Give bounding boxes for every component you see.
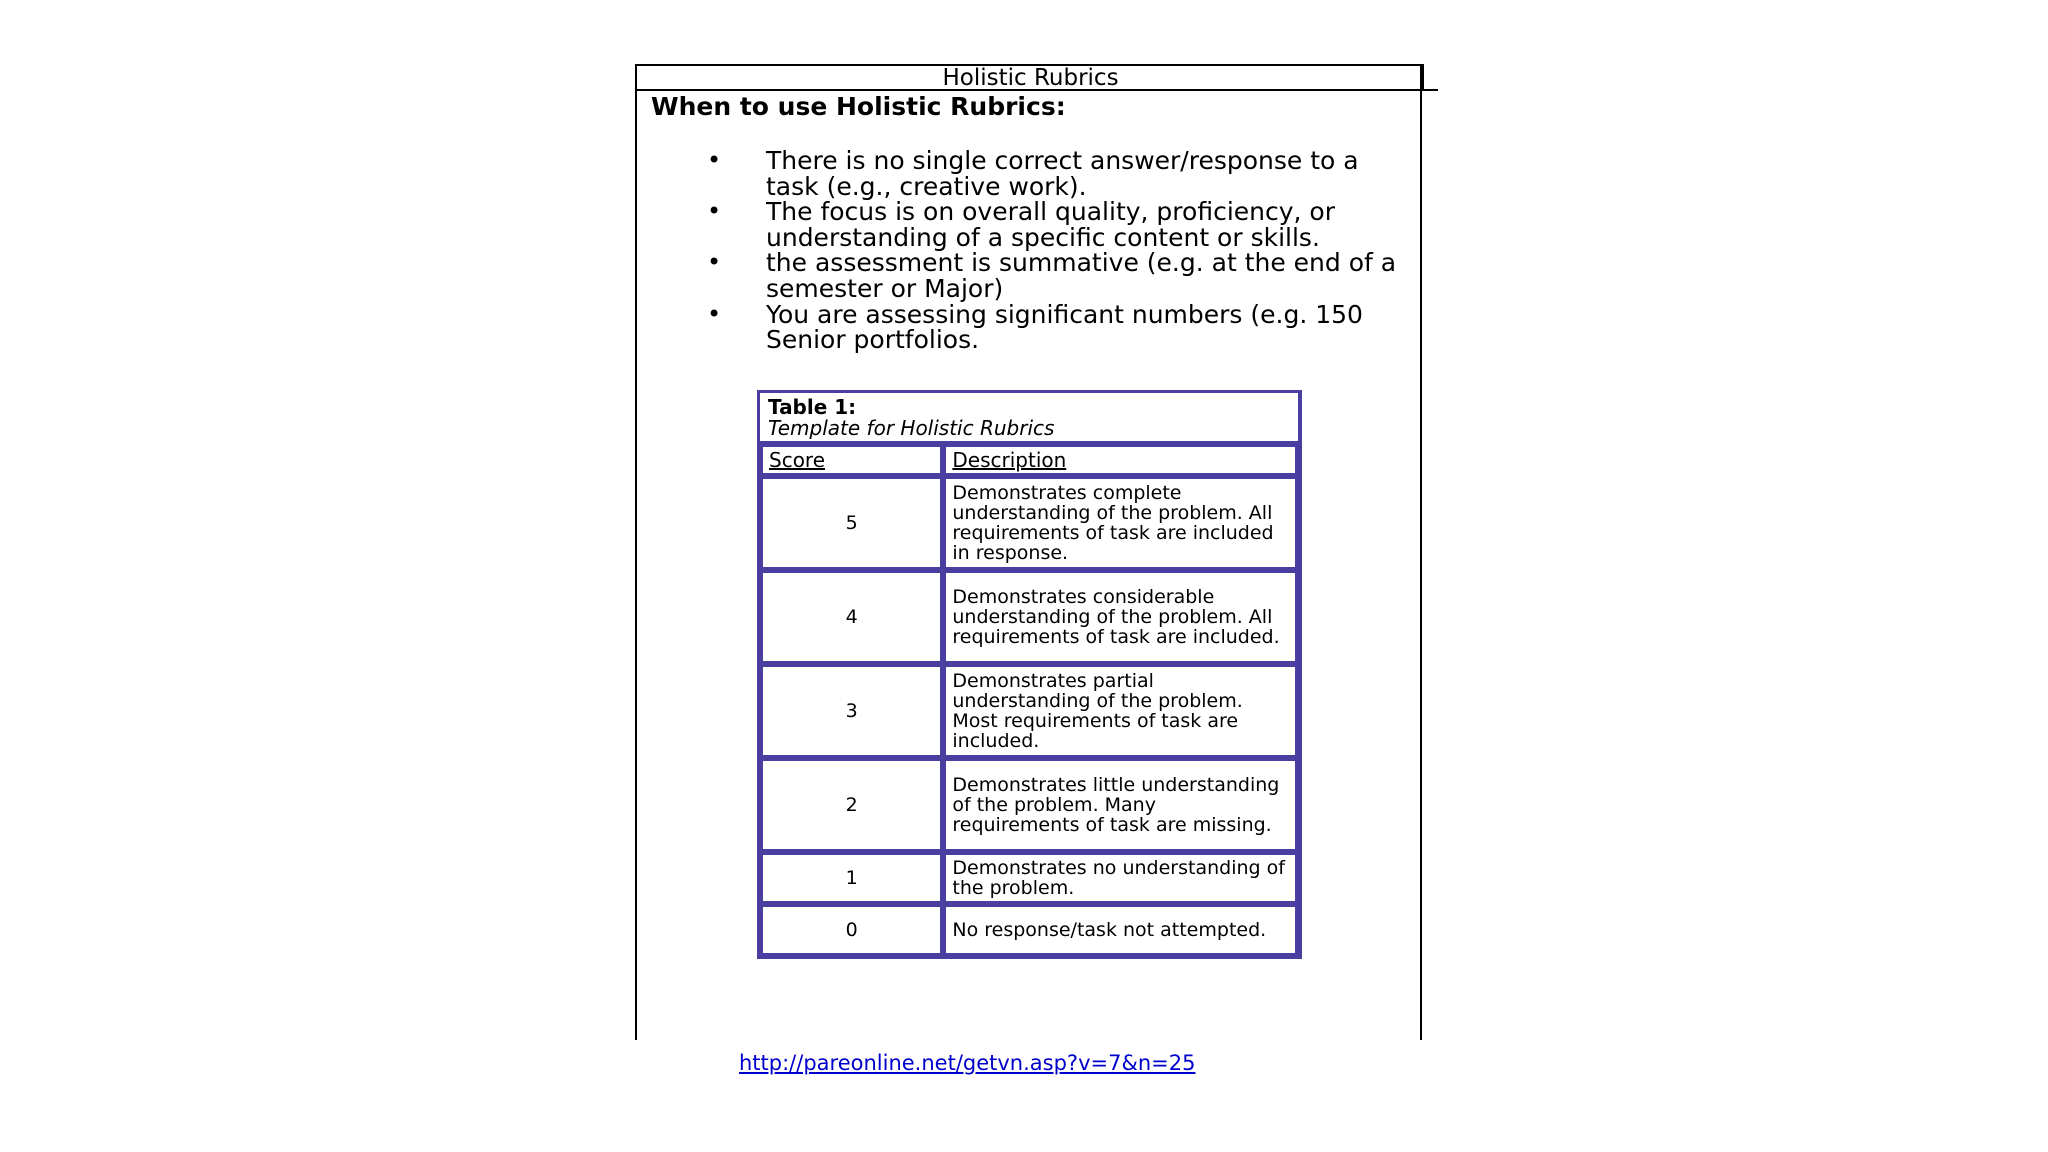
bullet-item [637,299,1406,355]
table-subtitle: Template for Holistic Rubrics [768,416,1055,440]
title-row-divider [1422,64,1438,89]
bullet-item [637,148,1406,199]
score-cell: 4 [760,570,943,664]
table-title: Table 1: [768,395,857,419]
score-cell: 1 [760,852,943,904]
bullet-item [637,199,1406,250]
description-cell: Demonstrates complete understanding of the problem. All requirements of task are included in response. [943,476,1298,570]
table-caption-row [760,393,1298,444]
score-cell: 3 [760,664,943,758]
source-link[interactable]: http://pareonline.net/getvn.asp?v=7&n=25 [739,1051,1196,1075]
description-cell: Demonstrates no understanding of the problem. [943,852,1298,904]
table-row [760,476,1298,570]
bullet-text: There is no single correct answer/response to a task (e.g., creative work). [766,146,1359,201]
score-cell: 2 [760,758,943,852]
table-caption [760,393,1298,444]
header-score: Score [760,444,943,476]
document-frame [635,64,1422,1075]
table-row [760,570,1298,664]
description-cell: Demonstrates little understanding of the problem. Many requirements of task are missing. [943,758,1298,852]
bullet-item [637,250,1406,301]
score-cell: 0 [760,904,943,956]
description-cell: Demonstrates partial understanding of the problem. Most requirements of task are included. [943,664,1298,758]
bullet-icon: • [707,299,722,328]
table-row [760,904,1298,956]
table-row [760,852,1298,904]
bullet-icon: • [707,146,722,174]
bullet-icon: • [707,248,722,277]
score-cell: 5 [760,476,943,570]
table-row [760,664,1298,758]
bullet-text: the assessment is summative (e.g. at the end of a semester or Major) [766,248,1397,303]
header-description: Description [943,444,1298,476]
bullet-text: You are assessing significant numbers (e.g. 150 Senior portfolios. [766,299,1363,355]
bullet-list [637,148,1424,353]
description-cell: No response/task not attempted. [943,904,1298,956]
table-header-row [760,444,1298,476]
section-heading: When to use Holistic Rubrics: [651,92,1066,121]
bullet-icon: • [707,197,722,226]
bullet-text: The focus is on overall quality, proficiency, or understanding of a specific content or skills. [766,197,1335,252]
frame-title-row [637,66,1438,91]
frame-title: Holistic Rubrics [942,65,1119,91]
description-cell: Demonstrates considerable understanding of the problem. All requirements of task are included. [943,570,1298,664]
table-row [760,758,1298,852]
rubric-table [757,390,1302,959]
